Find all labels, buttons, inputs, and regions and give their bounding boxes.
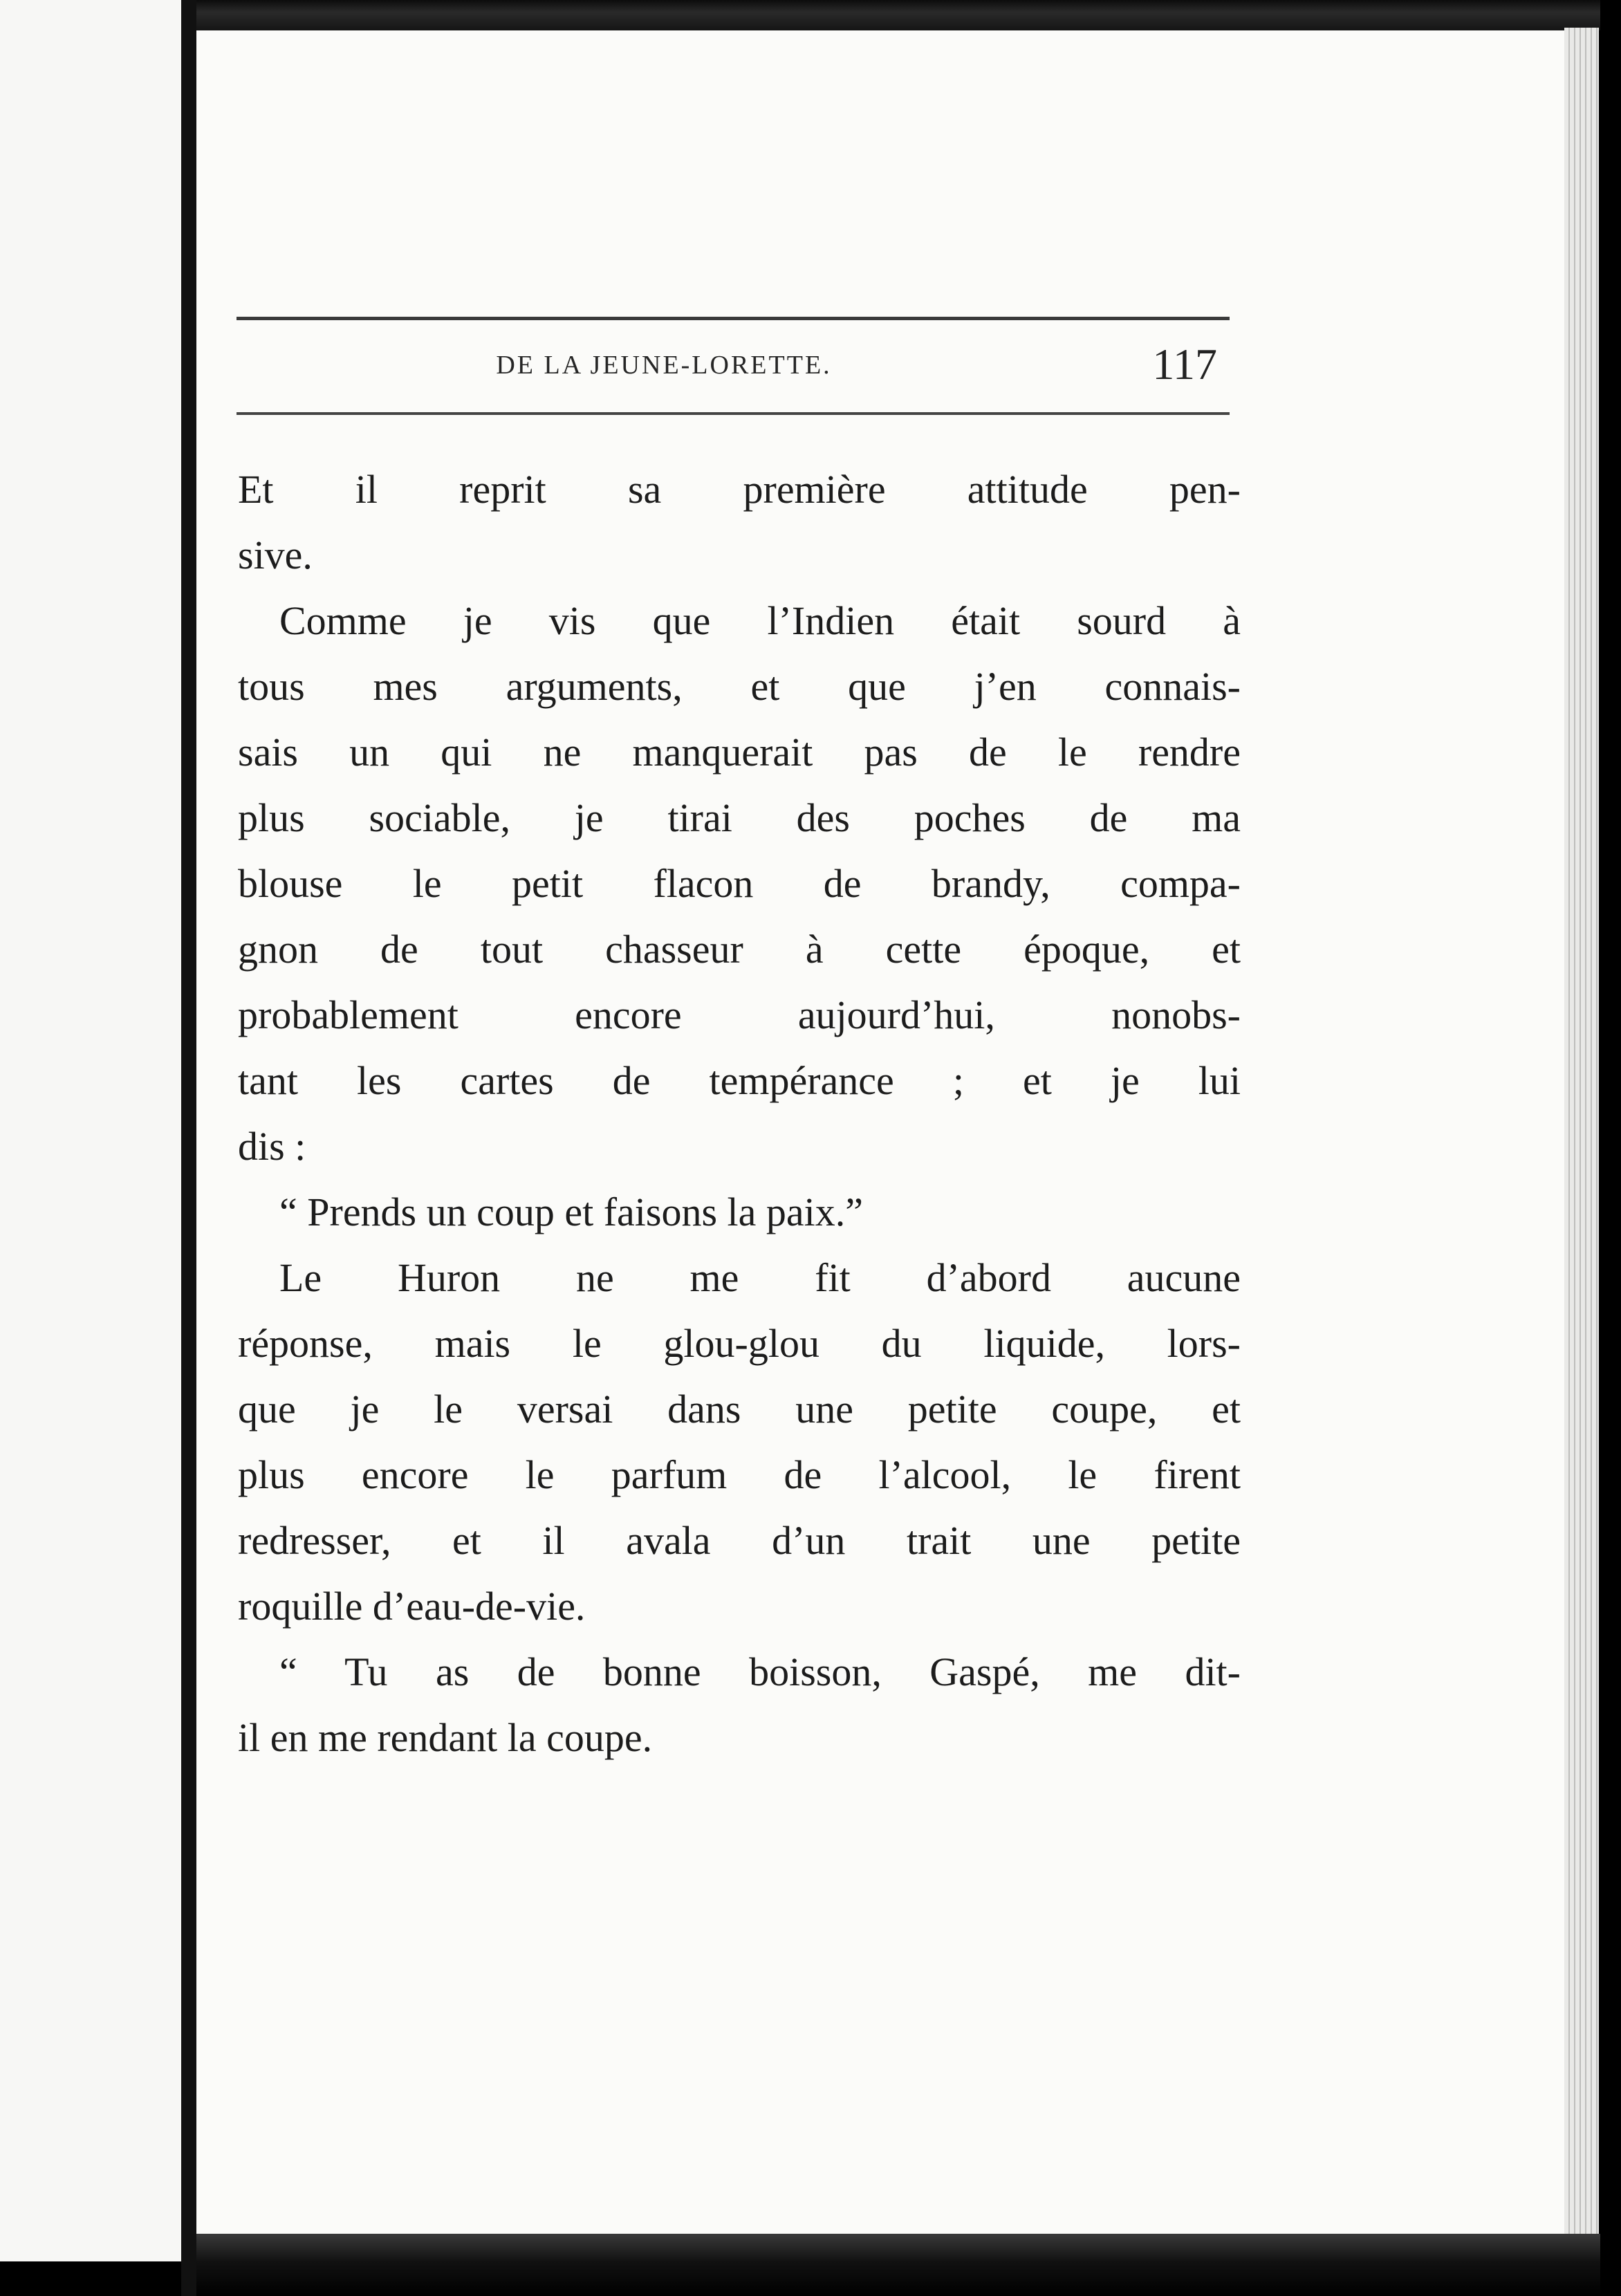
text-line: roquille d’eau-de-vie.	[238, 1584, 586, 1629]
text-line: sais un qui ne manquerait pas de le rendre	[238, 730, 1241, 775]
text-line: “ Prends un coup et faisons la paix.”	[279, 1189, 864, 1234]
text-line: plus sociable, je tirai des poches de ma	[238, 795, 1241, 840]
page-stack-edge	[1564, 28, 1599, 2241]
facing-page-edge	[0, 0, 181, 2261]
text-line: redresser, et il avala d’un trait une petite	[238, 1518, 1241, 1563]
text-line: réponse, mais le glou-glou du liquide, lors-	[238, 1321, 1241, 1366]
header-rule-top	[237, 317, 1230, 320]
text-line: sive.	[238, 533, 313, 577]
header-rule-bottom	[237, 412, 1230, 415]
text-line: Comme je vis que l’Indien était sourd à	[279, 598, 1241, 643]
text-line: probablement encore aujourd’hui, nonobs-	[238, 992, 1241, 1037]
text-line: tant les cartes de tempérance ; et je lui	[238, 1058, 1241, 1103]
text-line: “ Tu as de bonne boisson, Gaspé, me dit-	[279, 1649, 1241, 1694]
running-head: DE LA JEUNE-LORETTE.	[496, 351, 832, 380]
text-line: Le Huron ne me fit d’abord aucune	[279, 1255, 1241, 1300]
text-line: que je le versai dans une petite coupe, et	[238, 1387, 1241, 1432]
text-line: plus encore le parfum de l’alcool, le firent	[238, 1452, 1241, 1497]
text-line: gnon de tout chasseur à cette époque, et	[238, 927, 1241, 972]
top-binding-edge	[196, 0, 1600, 30]
body-text	[238, 456, 1241, 1770]
text-line: Et il reprit sa première attitude pen-	[238, 467, 1241, 512]
text-line: tous mes arguments, et que j’en connais-	[238, 664, 1241, 709]
page-number: 117	[1152, 340, 1217, 389]
text-line: dis :	[238, 1124, 306, 1169]
text-line: blouse le petit flacon de brandy, compa-	[238, 861, 1241, 906]
book-gutter	[181, 0, 196, 2296]
bottom-binding-edge	[196, 2234, 1600, 2296]
text-line: il en me rendant la coupe.	[238, 1715, 653, 1760]
